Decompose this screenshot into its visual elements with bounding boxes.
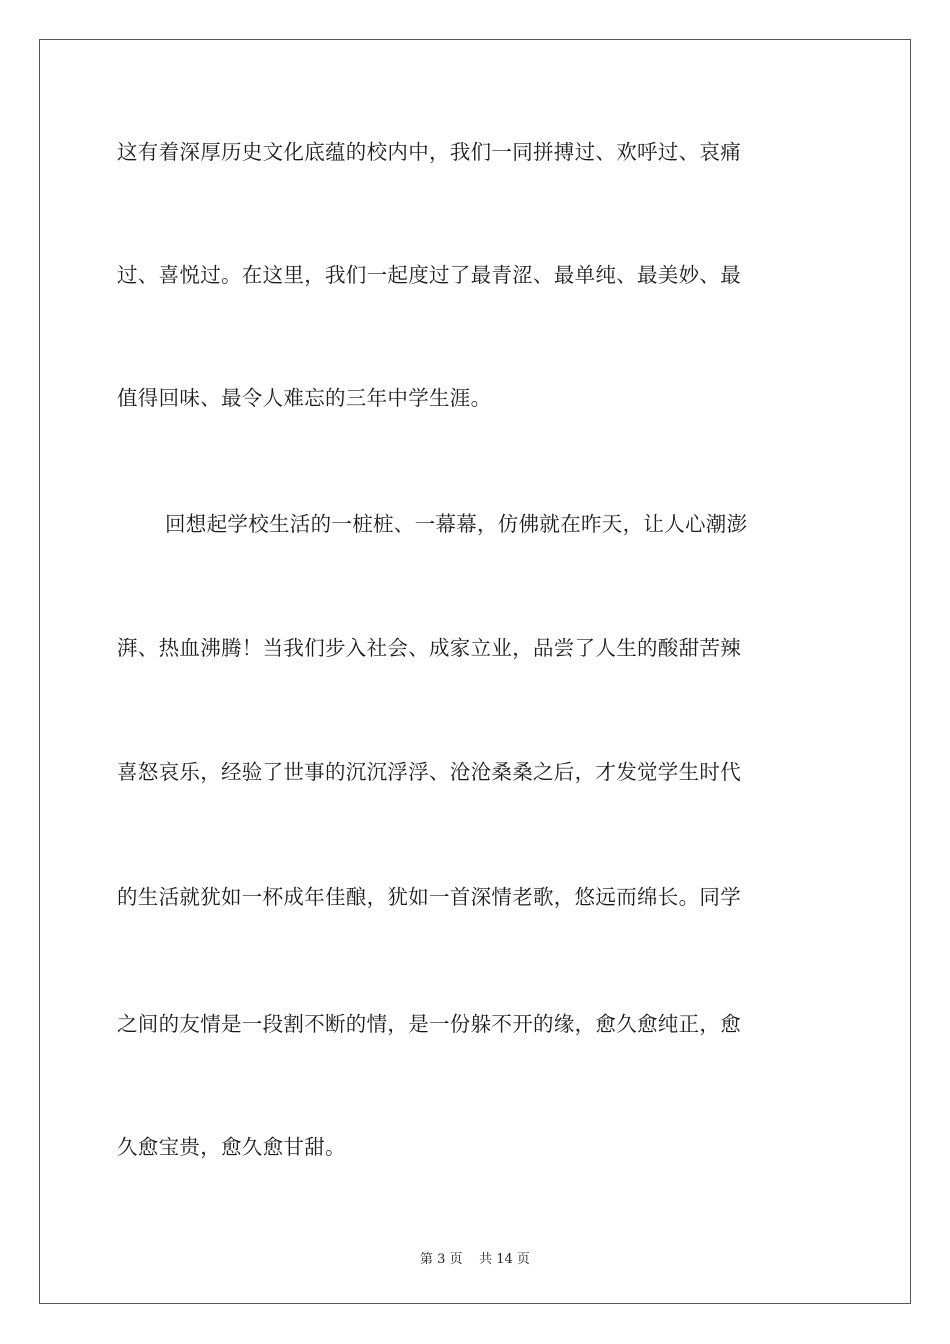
text-line: 的生活就犹如一杯成年佳酿，犹如一首深情老歌，悠远而绵长。同学 (117, 885, 741, 909)
text-line: 喜怒哀乐，经验了世事的沉沉浮浮、沧沧桑桑之后，才发觉学生时代 (117, 760, 741, 784)
text-line: 之间的友情是一段割不断的情，是一份躲不开的缘，愈久愈纯正，愈 (117, 1012, 741, 1036)
page-number: 第 3 页 (420, 1252, 463, 1267)
text-line: 久愈宝贵，愈久愈甘甜。 (117, 1135, 346, 1159)
page-total: 共 14 页 (479, 1252, 530, 1267)
paragraph-first-line: 回想起学校生活的一桩桩、一幕幕，仿佛就在昨天，让人心潮澎 (165, 512, 748, 536)
text-line: 过、喜悦过。在这里，我们一起度过了最青涩、最单纯、最美妙、最 (117, 263, 741, 287)
page-footer (0, 1248, 950, 1267)
text-line: 值得回味、最令人难忘的三年中学生涯。 (117, 386, 492, 410)
text-line: 这有着深厚历史文化底蕴的校内中，我们一同拼搏过、欢呼过、哀痛 (117, 140, 741, 164)
page-border (39, 39, 911, 1304)
text-line: 湃、热血沸腾！当我们步入社会、成家立业，品尝了人生的酸甜苦辣 (117, 636, 741, 660)
